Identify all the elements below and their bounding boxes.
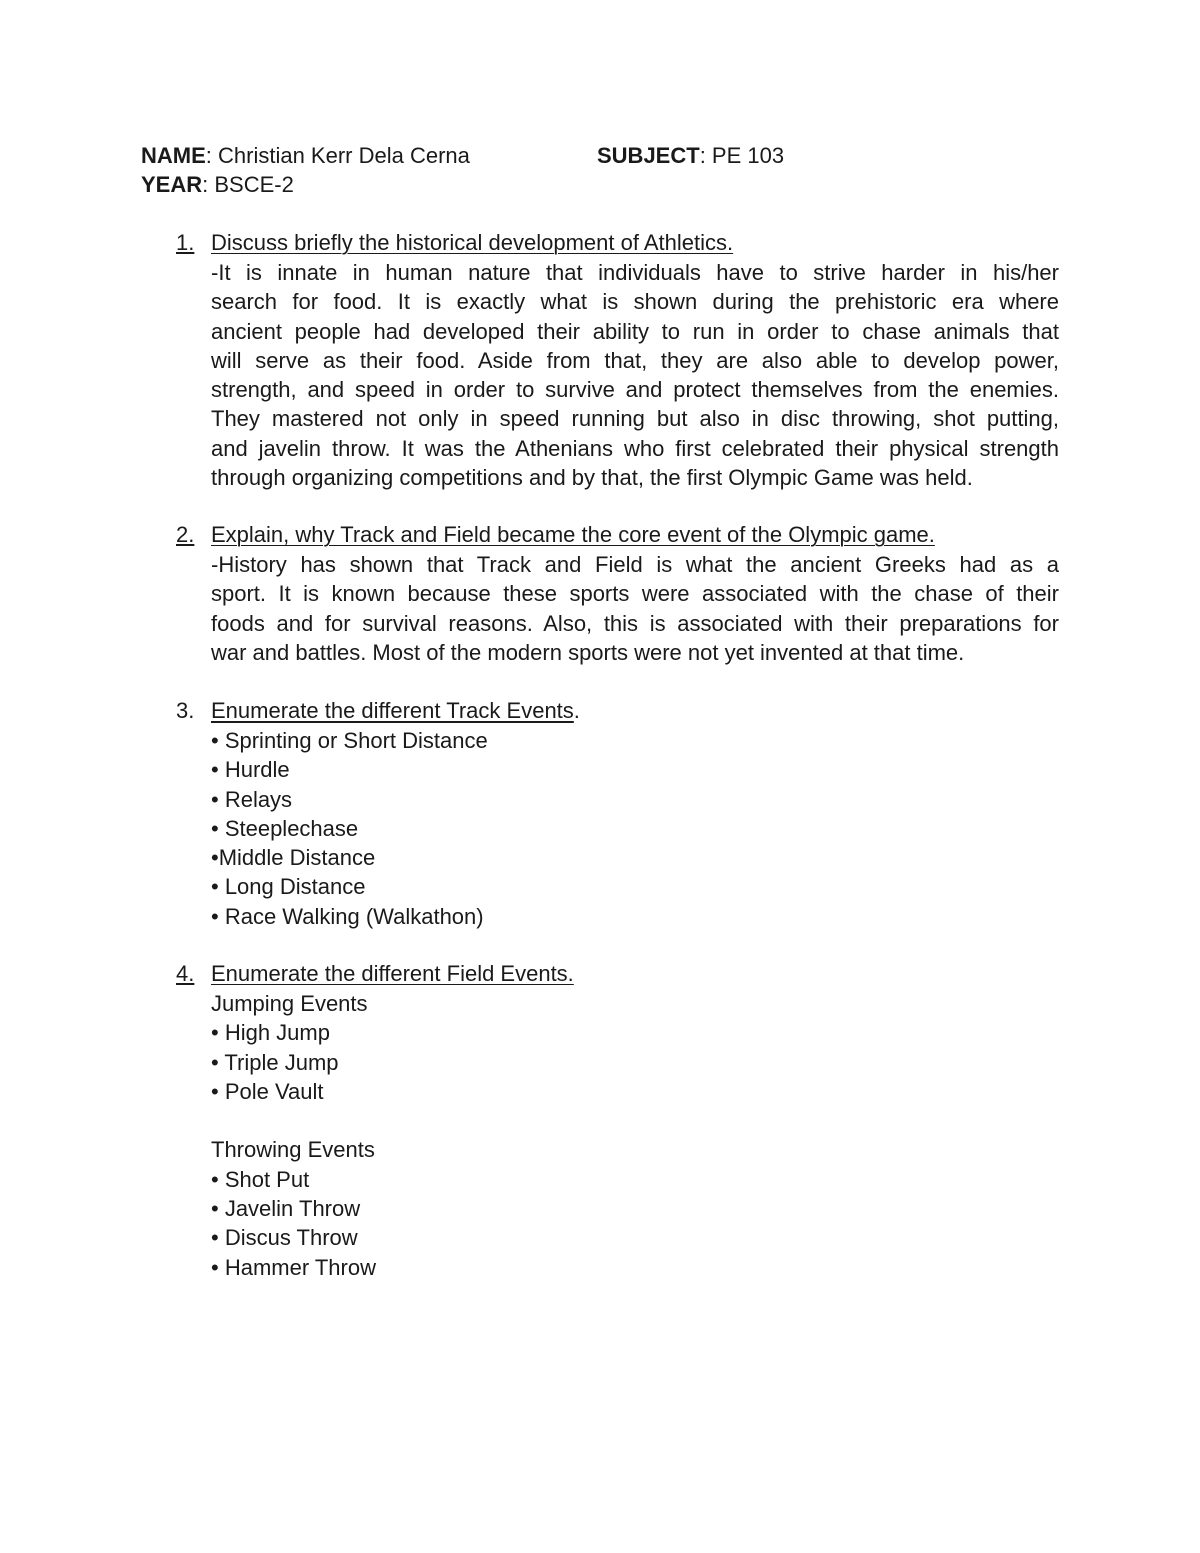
subject-field bbox=[597, 142, 784, 170]
question-3 bbox=[176, 696, 1060, 931]
list-item: • Discus Throw bbox=[211, 1225, 358, 1251]
group-spacer bbox=[211, 1106, 1060, 1135]
list-item: • Long Distance bbox=[211, 874, 366, 900]
list-item: • Sprinting or Short Distance bbox=[211, 728, 488, 753]
list-item: • Pole Vault bbox=[211, 1078, 324, 1104]
question-2 bbox=[176, 520, 1060, 667]
subject-value: : PE 103 bbox=[699, 143, 785, 168]
track-events-list bbox=[211, 726, 1060, 931]
answer-line: -It is innate in human nature that individuals have to strive harder in his/her bbox=[211, 260, 1059, 285]
question-4 bbox=[176, 959, 1060, 1282]
list-item: • Hurdle bbox=[211, 757, 290, 783]
subject-label: SUBJECT bbox=[597, 143, 700, 168]
question-1-answer bbox=[211, 258, 1059, 492]
list-item: • Steeplechase bbox=[211, 815, 359, 841]
list-item: •Middle Distance bbox=[211, 845, 376, 871]
list-item: • Javelin Throw bbox=[211, 1196, 361, 1222]
answer-line: search for food. It is exactly what is shown during the prehistoric era where bbox=[211, 289, 1059, 315]
answer-line: -History has shown that Track and Field is what the ancient Greeks had as a bbox=[211, 552, 1059, 577]
question-4-title: Enumerate the different Field Events. bbox=[211, 961, 574, 986]
question-1-title-row bbox=[176, 228, 1060, 258]
answer-line: sport. It is known because these sports were associated with the chase of their bbox=[211, 581, 1059, 607]
question-1-number: 1. bbox=[176, 230, 195, 255]
year-label: YEAR bbox=[141, 172, 203, 197]
question-1-title: Discuss briefly the historical development of Athletics. bbox=[211, 230, 734, 255]
question-2-number: 2. bbox=[176, 522, 195, 547]
throwing-events-heading: Throwing Events bbox=[211, 1137, 375, 1163]
question-3-title: Enumerate the different Track Events bbox=[211, 698, 574, 723]
answer-line: strength, and speed in order to survive and protect themselves from the enemies. bbox=[211, 377, 1059, 403]
name-label: NAME bbox=[141, 143, 206, 168]
question-3-title-row bbox=[176, 696, 1060, 726]
name-field bbox=[141, 142, 470, 170]
answer-line: foods and for survival reasons. Also, this is associated with their preparations for bbox=[211, 610, 1059, 636]
answer-line: through organizing competitions and by that, the first Olympic Game was held. bbox=[211, 465, 973, 491]
answer-line: ancient people had developed their ability to run in order to chase animals that bbox=[211, 318, 1059, 344]
list-item: • Hammer Throw bbox=[211, 1254, 376, 1280]
jumping-events-heading: Jumping Events bbox=[211, 991, 368, 1016]
question-1 bbox=[176, 228, 1060, 492]
list-item: • Shot Put bbox=[211, 1166, 310, 1192]
answer-line: They mastered not only in speed running but also in disc throwing, shot putting, bbox=[211, 406, 1059, 432]
question-3-title-trail: . bbox=[573, 698, 580, 723]
list-item: • Race Walking (Walkathon) bbox=[211, 903, 484, 929]
year-value: : BSCE-2 bbox=[202, 172, 294, 197]
question-2-title: Explain, why Track and Field became the core event of the Olympic game. bbox=[211, 522, 935, 547]
answer-line: war and battles. Most of the modern sports were not yet invented at that time. bbox=[211, 639, 965, 665]
name-value: : Christian Kerr Dela Cerna bbox=[205, 143, 470, 168]
question-3-number: 3. bbox=[176, 698, 195, 723]
answer-line: and javelin throw. It was the Athenians who first celebrated their physical strength bbox=[211, 435, 1059, 461]
question-3-title-wrap bbox=[211, 696, 580, 726]
field-events-list bbox=[211, 989, 1060, 1282]
year-field bbox=[141, 171, 294, 199]
list-item: • High Jump bbox=[211, 1020, 330, 1046]
question-4-title-row bbox=[176, 959, 1060, 989]
list-item: • Relays bbox=[211, 786, 293, 812]
question-4-number: 4. bbox=[176, 961, 195, 986]
question-2-title-row bbox=[176, 520, 1060, 550]
list-item: • Triple Jump bbox=[211, 1049, 339, 1075]
question-2-answer bbox=[211, 550, 1059, 667]
answer-line: will serve as their food. Aside from that, they are also able to develop power, bbox=[211, 347, 1059, 373]
